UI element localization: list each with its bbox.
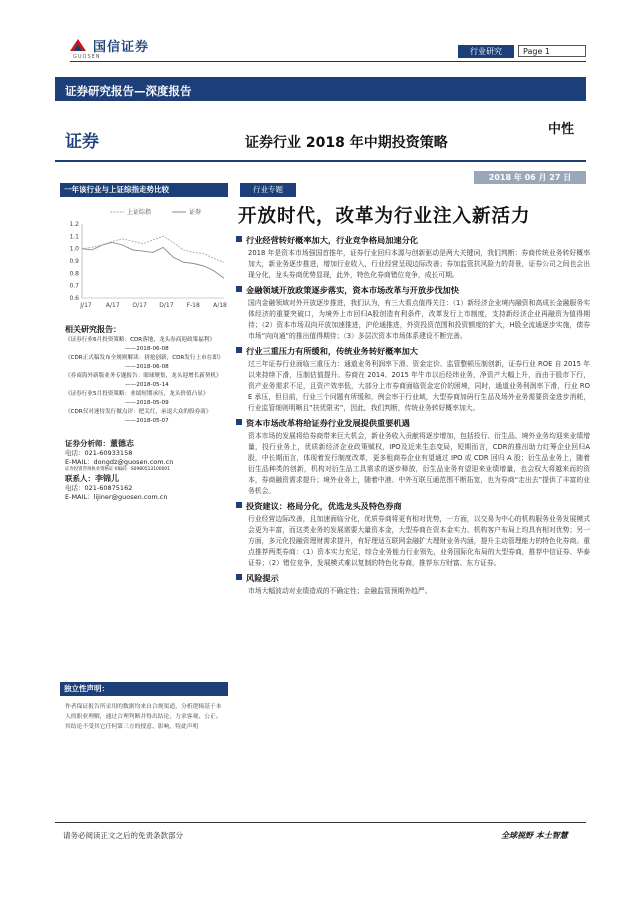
x-tick-label: F-18 (186, 302, 200, 309)
related-report-item: ——2018-05-07 (125, 418, 169, 424)
section-title-text: 行业三重压力有所缓和，传统业务转好概率加大 (246, 346, 418, 356)
y-tick-label: 0.7 (69, 282, 79, 290)
header-category-tag: 行业研究 (458, 45, 514, 58)
section-body: 过三年证券行业面临三重压力：通道业务利润率下滑、资金定价、监管整顿压制创新，证券行业 ROE 自 2015 年以来持续下滑，压制估值提升。券商在 2014、2015 年牛市以后经纬业务，净资产大幅上升，而由于股市下行，资产业务需求不足，且资产效率低，大部分上市券商面临资金定价的困境，同时，通道业务利润率下滑，行业 ROE 承压，但目前，行业三个问题有所缓和，例会率于行业域，大型券商加码行生品及场外业务需要资金进步消耗，行业监管细则明晰且“扶优限劣”，因此，我们判断，传统业务转好概率加大。 (248, 360, 590, 412)
x-tick-label: O/17 (132, 302, 147, 309)
y-tick-label: 1.0 (69, 245, 79, 253)
related-report-item: 《券商海外新版业务专题报告：眼球聚集，龙头迎增长新契机》 (65, 373, 222, 379)
section-title (236, 285, 590, 296)
section-title-text: 行业经营转好概率加大，行业竞争格局加速分化 (246, 235, 418, 245)
section-body: 资本市场的发展将给券商带来巨大机会，新业务收入贡献将逐步增加，包括投行、衍生品、境外业务均迎来业绩增量，投行业务上，优质新经济企业政策赋权，IPO及近来生态变局，短期而言，CDR的推出助力红筹企业回归A股，中长期而言，体现着发行制度改革，更多租商券企业有望通过 IPO 或 CDR 回归 A 股；衍生品业务上，随着衍生品种类的创新，机构对衍生品工具需求的逐步释放，衍生品业务有望迎来业绩增量，也会权大将越来而的资本，券商融资需求提升；境外业务上，随着中港、中外互联互通范围不断拓宽，也为券商“走出去”提供了丰富的业务机会。 (248, 432, 590, 495)
chart-heading: 一年该行业与上证综指走势比较 (60, 183, 228, 197)
title-divider (55, 160, 586, 162)
contact-name: 李锦儿 (95, 474, 119, 484)
y-tick-label: 1.1 (69, 233, 79, 241)
related-report-item: 《CDR仅对迷恃发行做点评：把关红，承退大众的股券商》 (65, 409, 212, 415)
section-title (236, 418, 590, 429)
analyst-cert: 证券投资咨询执业资格证书编码：S0980513100001 (65, 467, 170, 473)
y-tick-label: 0.6 (69, 295, 79, 302)
page-number: Page 1 (518, 45, 586, 57)
x-tick-label: D/17 (159, 302, 174, 309)
section-title-text: 金融领域开放政策逐步落实，资本市场改革与开放步伐加快 (246, 285, 459, 295)
section-title (236, 346, 590, 357)
headline: 开放时代，改革为行业注入新活力 (238, 206, 531, 227)
related-report-item: 《CDR正式稿发布全规则解读：拼抢创新，CDR发行上市在即》 (65, 355, 224, 361)
series-line-1 (82, 243, 224, 279)
legend-label: 证券 (189, 209, 202, 216)
topic-tag: 行业专题 (240, 183, 296, 197)
summary-section (236, 418, 590, 497)
square-bullet-icon (236, 236, 242, 242)
header-divider (70, 61, 586, 62)
contact-email[interactable]: E-MAIL：lijiner@guosen.com.cn (65, 492, 168, 501)
section-title (236, 235, 590, 246)
related-report-item: ——2018-06-08 (125, 364, 169, 370)
footer-slogan: 全球视野 本土智慧 (501, 831, 568, 840)
disclaimer-note: 请务必阅读正文之后的免责条款部分 (63, 831, 183, 840)
section-body: 行业经营边际改善，且加速面临分化，优质券商将更有相对优势，一方面，以交易为中心的机构服务业务发展模式会更为丰富，而这类业务的发展需要大量资本金，大型券商在资本金实力、机构客户布局上均具有相对优势；另一方面，多元化投融资理财需求提升，有好理适互联网金融扩大理财业务内涵，提升主动管理能力的特色化券商。重点推荐两类券商：（1）资本实力充足，综合业务能力行业领先，业务国际化布局的大型券商，推荐中信证券、华泰证券；（2）错位竞争，发展模式难以复制的特色化券商，推荐东方财富、东方证券。 (248, 515, 590, 567)
related-report-item: ——2018-06-08 (125, 346, 169, 352)
x-tick-label: A/18 (213, 302, 227, 309)
performance-chart (60, 202, 230, 320)
square-bullet-icon (236, 347, 242, 353)
square-bullet-icon (236, 419, 242, 425)
report-date: 2018 年 06 月 27 日 (474, 171, 586, 184)
square-bullet-icon (236, 502, 242, 508)
square-bullet-icon (236, 286, 242, 292)
related-report-item: ——2018-05-09 (125, 400, 169, 406)
x-tick-label: A/17 (105, 302, 120, 309)
related-report-item: 《证券行业6月投资策略：CDR落地，龙头券商迎政策福利》 (65, 337, 215, 343)
analyst-label: 证券分析师： (65, 439, 110, 448)
section-body: 2018 年是资本市场强国首推年，证券行业回归本源与创新驱动是两大关键词，我们判断：券商传统业务转好概率加大，新业务逐步推进，增加行业收入，行业经营呈现边际改善；券加监管抗风险力的背景，证券公司之间也会出现分化，龙头券商优势显现，此外，特色化券商错位竞争，成长可期。 (248, 249, 590, 279)
report-summary (236, 235, 590, 601)
sector-name: 证券 (65, 132, 99, 152)
analyst-block (65, 440, 230, 502)
section-body: 市场大幅波动对业绩造成的不确定性；金融监管预期外趋严。 (248, 587, 432, 595)
related-reports-list (65, 336, 230, 426)
report-type-label: 证券研究报告—深度报告 (65, 84, 192, 98)
rating: 中性 (548, 122, 575, 137)
footer-divider (55, 822, 586, 823)
section-title (236, 501, 590, 512)
summary-section (236, 235, 590, 281)
summary-section (236, 501, 590, 569)
y-tick-label: 0.9 (69, 258, 79, 265)
section-title-text: 投资建议：格局分化，优选龙头及特色券商 (246, 501, 402, 511)
section-body: 国内金融领域对外开放逐步推进，我们认为，有三大看点值得关注：（1）新经济企业境内融资和高成长金融服务实体经济的重要突破口，为境外上市回归A股创造有利条件，改革发行上市制度，支持新经济企业再融资为值得期待；（2）资本市场双向开放加速推进，沪伦通推进，外资投资范围和投资额度的扩大，H股全流通逐步实施，债券市场“向向通”的推出值得期待；（3）多层次资本市场体系建设不断完善。 (248, 299, 590, 340)
summary-section (236, 285, 590, 342)
legend-label: 上证综指 (127, 209, 152, 216)
report-title: 证券行业 2018 年中期投资策略 (245, 135, 448, 151)
analyst-name: 董德志 (110, 439, 134, 448)
related-reports-heading: 相关研究报告： (65, 325, 121, 334)
square-bullet-icon (236, 574, 242, 580)
related-report-item: 《证券行业5月投资策略：业绩短期承压，龙头价值凸显》 (65, 391, 209, 397)
x-tick-label: J/17 (80, 302, 92, 309)
brand-name: 国信证券 (93, 40, 150, 55)
summary-section (236, 346, 590, 414)
section-title-text: 风险提示 (246, 573, 279, 583)
brand-logo-icon (68, 37, 88, 53)
contact-phone: 电话：021-60875162 (65, 483, 133, 492)
analyst-phone: 电话：021-60933158 (65, 448, 133, 457)
brand-sub: GUOSEN (73, 54, 101, 60)
y-tick-label: 1.2 (69, 221, 79, 228)
series-line-0 (82, 236, 224, 262)
independence-heading: 独立性声明： (60, 682, 228, 696)
related-report-item: ——2018-05-14 (125, 382, 169, 388)
summary-section (236, 573, 590, 597)
section-title-text: 资本市场改革将给证券行业发展提供重要机遇 (246, 418, 410, 428)
y-tick-label: 0.8 (69, 270, 79, 278)
section-title (236, 573, 590, 584)
contact-label: 联系人： (65, 474, 95, 484)
independence-statement: 作者保证报告所采用的数据均来自合规渠道，分析逻辑基于本人的职业理解，通过合理判断并得出结论，力求客观、公正。其结论不受其它任何第三方的授意、影响，特此声明 (65, 704, 222, 730)
analyst-email[interactable]: E-MAIL：dongdz@guosen.com.cn (65, 457, 174, 466)
